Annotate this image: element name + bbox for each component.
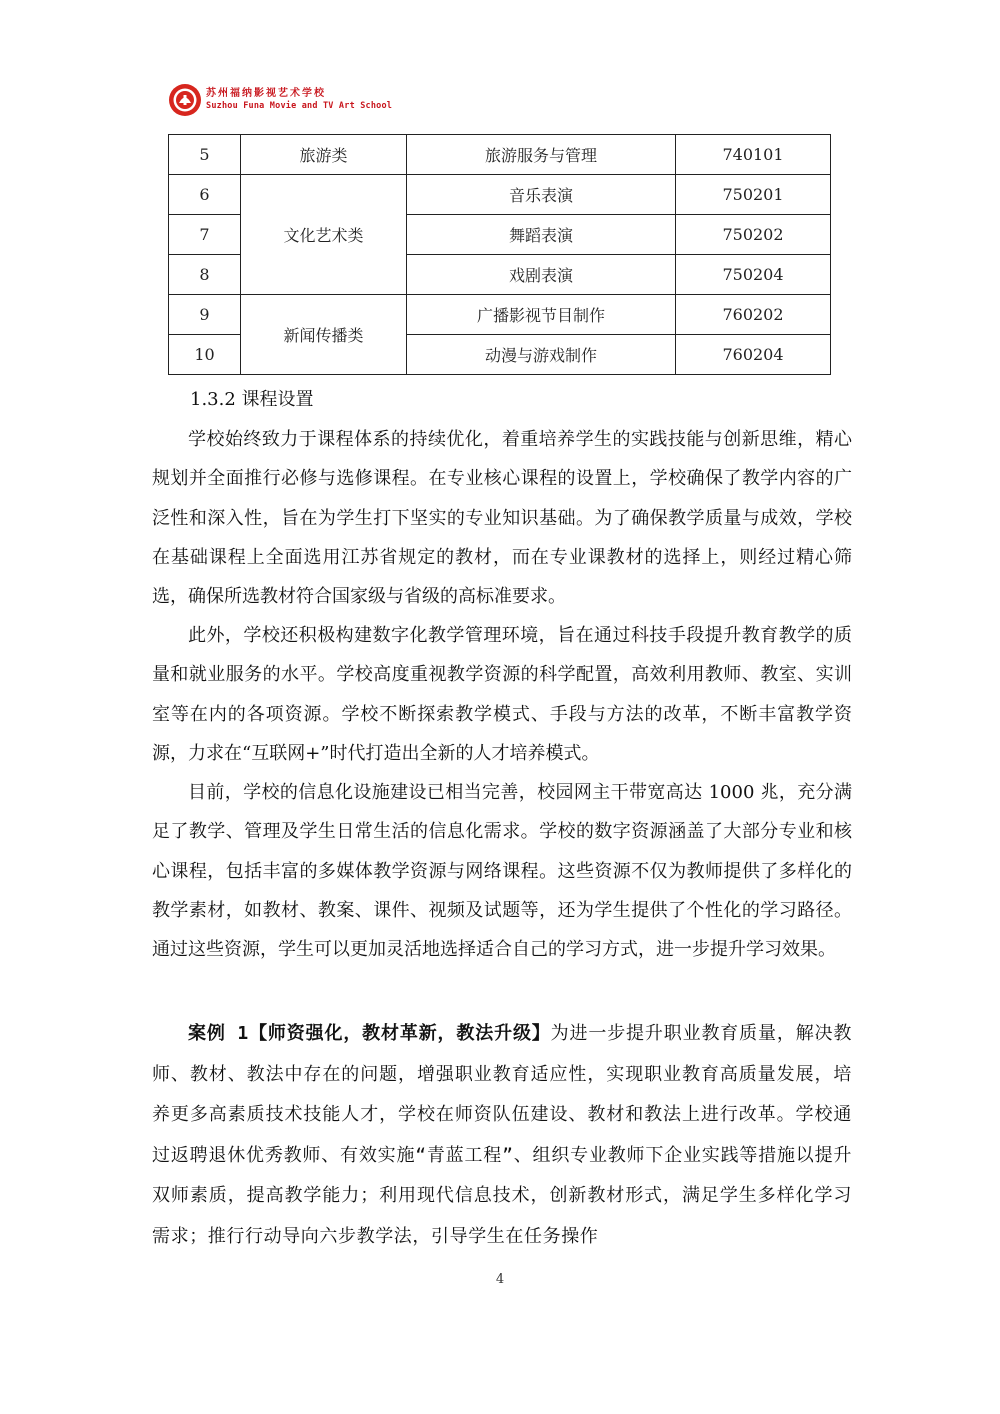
section-heading: 1.3.2 课程设置 [190,389,314,410]
school-name-en: Suzhou Funa Movie and TV Art School [206,101,393,112]
major-category: 文化艺术类 [241,175,407,295]
row-number: 10 [169,335,241,375]
paragraph-text: 目前，学校的信息化设施建设已相当完善，校园网主干带宽高达 1000 兆，充分满足了教学、管理及学生日常生活的信息化需求。学校的数字资源涵盖了大部分专业和核心课程，包括丰富的多媒体教学资源与网络课程。这些资源不仅为教师提供了多样化的教学素材，如教材、教案、课件、视频及试题等，还为学生提供了个性化的学习路径。通过这些资源，学生可以更加灵活地选择适合自己的学习方式，进一步提升学习效果。 [152,782,852,961]
school-name [206,89,392,111]
major-code: 740101 [676,135,831,175]
major-code: 760204 [676,335,831,375]
major-name: 旅游服务与管理 [407,135,676,175]
major-code: 750201 [676,175,831,215]
major-name: 广播影视节目制作 [407,295,676,335]
major-name: 舞蹈表演 [407,215,676,255]
row-number: 7 [169,215,241,255]
major-code: 750202 [676,215,831,255]
majors-table [168,134,831,375]
paragraph-text: 学校始终致力于课程体系的持续优化，着重培养学生的实践技能与创新思维，精心规划并全面推行必修与选修课程。在专业核心课程的设置上，学校确保了教学内容的广泛性和深入性，旨在为学生打下坚实的专业知识基础。为了确保教学质量与成效，学校在基础课程上全面选用江苏省规定的教材，而在专业课教材的选择上，则经过精心筛选，确保所选教材符合国家级与省级的高标准要求。 [152,429,852,608]
paragraph-infrastructure [152,773,852,969]
major-category: 新闻传播类 [241,295,407,375]
paragraph-course-setting [152,420,852,616]
row-number: 9 [169,295,241,335]
table-row [169,175,831,215]
major-name: 动漫与游戏制作 [407,335,676,375]
paragraph-text: 此外，学校还积极构建数字化教学管理环境，旨在通过科技手段提升教育教学的质量和就业服务的水平。学校高度重视教学资源的科学配置，高效利用教师、教室、实训室等在内的各项资源。学校不断探索教学模式、手段与方法的改革，不断丰富教学资源，力求在“互联网+”时代打造出全新的人才培养模式。 [152,625,852,764]
row-number: 5 [169,135,241,175]
case-label: 案例 1【师资强化，教材革新，教法升级】 [188,1023,551,1044]
case-study-block [152,1014,852,1257]
major-name: 音乐表演 [407,175,676,215]
major-code: 750204 [676,255,831,295]
major-code: 760202 [676,295,831,335]
table-row [169,135,831,175]
school-logo-icon [168,83,202,117]
page-number: 4 [495,1272,505,1287]
case-paragraph [152,1014,852,1257]
major-name: 戏剧表演 [407,255,676,295]
school-name-cn: 苏州福纳影视艺术学校 [206,88,326,100]
school-header [168,82,392,118]
paragraph-digital-management [152,616,852,773]
row-number: 8 [169,255,241,295]
table-row [169,295,831,335]
case-text: 为进一步提升职业教育质量，解决教师、教材、教法中存在的问题，增强职业教育适应性，实现职业教育高质量发展，培养更多高素质技术技能人才，学校在师资队伍建设、教材和教法上进行改革。学校通过返聘退休优秀教师、有效实施“青蓝工程”、组织专业教师下企业实践等措施以提升双师素质，提高教学能力；利用现代信息技术，创新教材形式，满足学生多样化学习需求；推行行动导向六步教学法，引导学生在任务操作 [152,1023,852,1247]
major-category: 旅游类 [241,135,407,175]
row-number: 6 [169,175,241,215]
